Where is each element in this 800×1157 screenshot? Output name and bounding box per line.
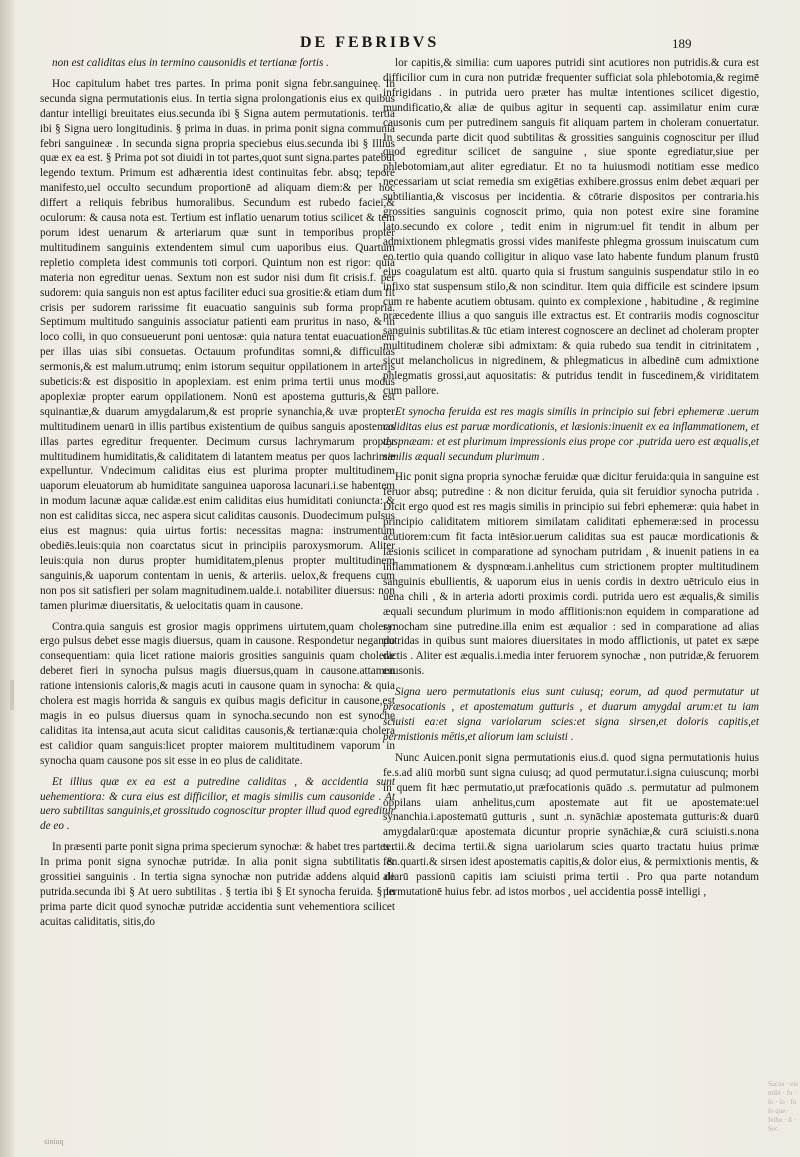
commentary-paragraph: Contra.quia sanguis est grosior magis opprimens uirtutem,quam cholera: ergo pulsus debet esse magis diuersus, quam in causone. Respondetur negando consequentiam: quia licet ratione maioris grosities sanguinis quam choleræ deberet fieri in synocha pulsus magis diuersus,quam in causone.attamen ratione intensionis caloris,& magis acuti in causone quam in synocha: & quia cholera est magis horrida & sanguis ex quibus magis deficitur in causone,est magis in eo pulsus diuersus quam in synocha.secundo non est synochę caliditas ita intensa,aut acuta sicut caliditas causonis,& tertianæ:quia cholera est calidior quam sanguis:licet propter maiorem multitudinem vaporum in synocha quam causone pos sit esse in eo plus de caliditate. — [40, 620, 395, 767]
show-through-bottom-text: siniuq — [44, 1137, 64, 1146]
commentary-lemma: non est caliditas eius in termino causonidis et tertianæ fortis . — [52, 57, 329, 69]
running-header — [0, 34, 800, 56]
commentary-lemma: Et synocha feruida est res magis similis in principio sui febri ephemeræ .uerum caliditas eius est paruæ mordicationis, et læsionis:inuenit ex ea inflammationem, et dyspnæam: et est plurimum impressionis eius prope cor .putrida uero est æqualis,et similis æquali secundum plurimum . — [383, 405, 759, 463]
commentary-paragraph: Hoc capitulum habet tres partes. In prima ponit signa febr.sanguineę. In secunda signa permutationis eius. In tertia signa prolongationis eius ex quibus dantur intelligi breuitates eius.secunda ibi § Signa autem permutationis. tertia ibi § Signa uero longitudinis. § prima in duas. in prima ponit signa communia febri sanguineæ . In secunda signa propria speciebus eius.secunda ibi § Illius quæ ex ea est. § Prima pot sot diuidi in tot partes,quot sunt signa.partes patebūt legendo textum. Primum est adhærentia idest continuitas febr. absq; tepore manifesto,uel occulto secundum proportionē ad aliquam diem:& per hoc differt a reliquis febribus humoralibus. Secundum est rubedo faciei,& oculorum: & causa nota est. Tertium est inflatio uenarum totius scilicet & tem porum idest uenarum & arteriarum quæ sunt in temporibus propter multitudinem sanguinis extendentem simul cum uaporibus eius. Quartum repletio completa idest communis toti corpori. Quintum non est rigor: quia materia non egreditur uenas. Sextum non est sudor nisi dum fit crisis.f. per sudorem: quia sanguis non est aptus faciliter educi sua grositie:& etiam dum fit crisis per sudorem rarissime fit euacuatio sanguinis sub forma propria. Septimum multitudo sanguinis associatur patienti eam pruritus in naso, & in loco colli, in quo consueuerunt poni uentosæ: quia natura tentat euacuationem per illas uias sibi consuetas. Octauum profunditas somni,& difficultas sermonis,& est malum.utrumq; enim istorum sequitur oppilationem in arterijs subeticis:& est dispositio in apoplexiam. est enim prima tertii unus modus apoplexiæ propter earum oppilationem. Nonū est apostema gutturis,& est squinantiæ,& duarum amygdalarum,& est proprie synanchia,& uvæ propter multitudinem uenarū in illis partibus existentium de quibus sanguis apostemas illas partes egreditur frequenter. Decimum cursus lachrymarum propter multitudinem humiditatis,& caliditatem di latantem meatus per quos lachrimæ expelluntur. Vndecimum caliditas eius est plurima propter multitudinem uaporum eleuatorum ab humiditate sanguinea uaporosa lacunari.i.se habentem in modum lacunæ aquæ calidæ.est enim caliditas eius humiditati coniuncta: & non est caliditas sicca, nec aspera sicut caliditas causonis. Duodecimum pulsus eius est magnus: quia uirtus fortis: necessitas magna: instrumentum obediēs.leuis:quia non coarctatus sicut in principiis paroxysmorum. Aliter leuis:quia non durus propter humiditatem,plenus propter multitudinem sanguinis,& uaporum contentam in uenis, & arteriis. uelox,& frequens cum non pos sit satisfieri per solam magnitudinem.ualde.i. notabiliter diuersus: non tamen plurimæ diuersitatis, & uelocitatis quam in causone. — [40, 77, 395, 612]
running-title: DE FEBRIBVS — [300, 34, 440, 51]
binding-gutter — [0, 0, 14, 1157]
commentary-paragraph: Nunc Auicen.ponit signa permutationis eius.d. quod signa permutationis huius fe.s.ad aliū morbū sunt signa cuiusq; ad quod permutatur.i.signa cuiuscunq; morbi in quem fit hæc permutatio,ut præfocationis quādo .s. permutatur ad pulmonem oppilans uiam anhelitus,cum apostemate aut fit ue apostemate:uel synanchia.i.apostematū gutturis , sunt .n. synāchiæ apostemata gutturis:& duarū amygdalarū:quæ apostemata dicuntur proprie synāchiæ,& curā sciuisti.s.nona tertii.& decima tertii.& signa uariolarum scies quarto tractatu huius primæ fen.quarti.& sirsen idest apostematis capitis,& dolor eius, & permixtionis mentis, & aliarū passionū capitis iam sciuisti prima tertii . Pro qua parte notandum permutationē huius febr. ad istos morbos , uel accidentia possē intelligi , — [383, 751, 759, 898]
page-number: 189 — [672, 36, 692, 51]
right-column — [383, 56, 759, 906]
page-crease — [10, 680, 14, 710]
commentary-paragraph: Hic ponit signa propria synochæ feruidæ quæ dicitur feruida:quia in sanguine est feruor absq; putredine : & non dicitur feruida, quia sit feruidior synocha putrida . Dicit ergo quod est res magis similis in principio sui febri ephemeræ: quia habet in principio caliditatem mitiorem similatam caliditati ephemeræ:sed in processu acutiorem:cum fit facta intēsior.uerum caliditas sua est paucæ mordicationis & læsionis scilicet in comparatione ad synocham putridam , & inuenit patiens in ea inflammationem & dyspnœam.i.anhelitus cum strictionem propter multitudinem sanguinis ebullientis, & uaporum eius in uenis cordis in dextro uētriculo eius in uena chili , & in arteria adorti proximis cordi. putrida uero est æqualis,& similis æquali secundum plurimum in modo afflitionis:non equidem in comparatione ad synocham sine putredine.illa enim est æqualior : sed in comparatione ad alias putridas in quibus sunt maiores diuersitates in modo afflictionis, ut patet ex sæpe dictis . Aliter est æqualis.i.media inter feruorem synochæ , non putridæ,& feruorem causonis. — [383, 471, 759, 678]
commentary-lemma: Signa uero permutationis eius sunt cuiusq; eorum, ad quod permutatur ut præsocationis , et apostematum gutturis , et duarum amygdal arum:et tu iam sciuisti ea:et signa variolarum scies:et signa sirsen,et doloris capitis,et permistionis mētis,et aliorum iam sciuisti . — [383, 686, 759, 743]
commentary-paragraph: lor capitis,& similia: cum uapores putridi sint acutiores non putridis.& cura est difficilior cum in cura non putridæ frequenter sufficiat sola phlebotomia,& regimē infrigidans . in putrida uero præter has multæ intentiones scilicet digestio, mundificatio,& aliæ de quibus agitur in sequenti cap. assimilatur enim curæ causonis cum per putredinem sanguis fit aliquam partem in choleram conuertatur. In secunda parte dicit quod subtilitas & grossities sanguinis cognoscitur per illud quod egreditur scilicet de sanguine , siue sponte egrediatur,siue per phlebotomiam,aut aliter egrediatur. Et no ta huiusmodi notitiam esse medico necessariam ut sciat remedia sm exigētias exhibere.grossus enim debet æquari per subtiliantia,& viscosus per incidentia. & cōtrarie dispositos per contraria.his grossities sanguinis cognoscit primo, quia non potest exire sine foramine lato.secundo ex colore , tedit enim in nigrum:uel fit tendit in album per admixtionem phlegmatis grossi vides manifeste phlegma grossum inuiscatum cum eo.tertio quia quando colligitur in aliquo vase lato habente fundum planum frustū eius coagulatum est altū. quarto quia si frustum sanguinis suspendatur stilo in eo infixo stat suspensum stilo,& non scinditur. Item quia difficile est scindere ipsum cum re habente acutiem obtusam. quinto ex complexione , habitudine , & regimine præcedente illius a quo sanguis ille extractus est. Et contrariis modis cognoscitur sanguinis subtilitas.& tūc etiam interest cognoscere an declinet ad choleram propter multitudinem choleræ sibi admixtam: & quia rubedo sua tendit in citrinitatem , sicut melancholicus in nigredinem, & phlegmaticus in albedinē cum admixtione phlegmatis grossi,aut aquositatis: & putridus tendit in fuscedinem,& viriditatem cum pallore. — [383, 57, 759, 397]
commentary-paragraph: In præsenti parte ponit signa prima specierum synochæ: & habet tres partes . In prima ponit signa synochæ putridæ. In alia ponit signa subtilitatis & grossitiei sanguinis . In tertia signa synochæ non putridæ addens alquid de putrida.secunda ibi § At uero subtilitas . § tertia ibi § Et synocha feruida. § In prima parte dicit quod synochæ putridæ accidentia sunt vehementiora scilicet acuitas caliditatis, sitis,do — [40, 841, 395, 928]
show-through-margin-text: Sacus · eis mibi · fu · ſo · ſo · fo ſo que · fetho · ſi · Sec. — [768, 1080, 798, 1133]
left-column — [40, 56, 395, 936]
commentary-lemma: Et illius quæ ex ea est a putredine caliditas , & accidentia sunt uehementiora: & cura eius est difficilior, et magis similis cum causonide . At uero subtilitas sanguinis,et grossitudo cognoscitur propter illud quod egreditur de eo . — [40, 775, 395, 833]
